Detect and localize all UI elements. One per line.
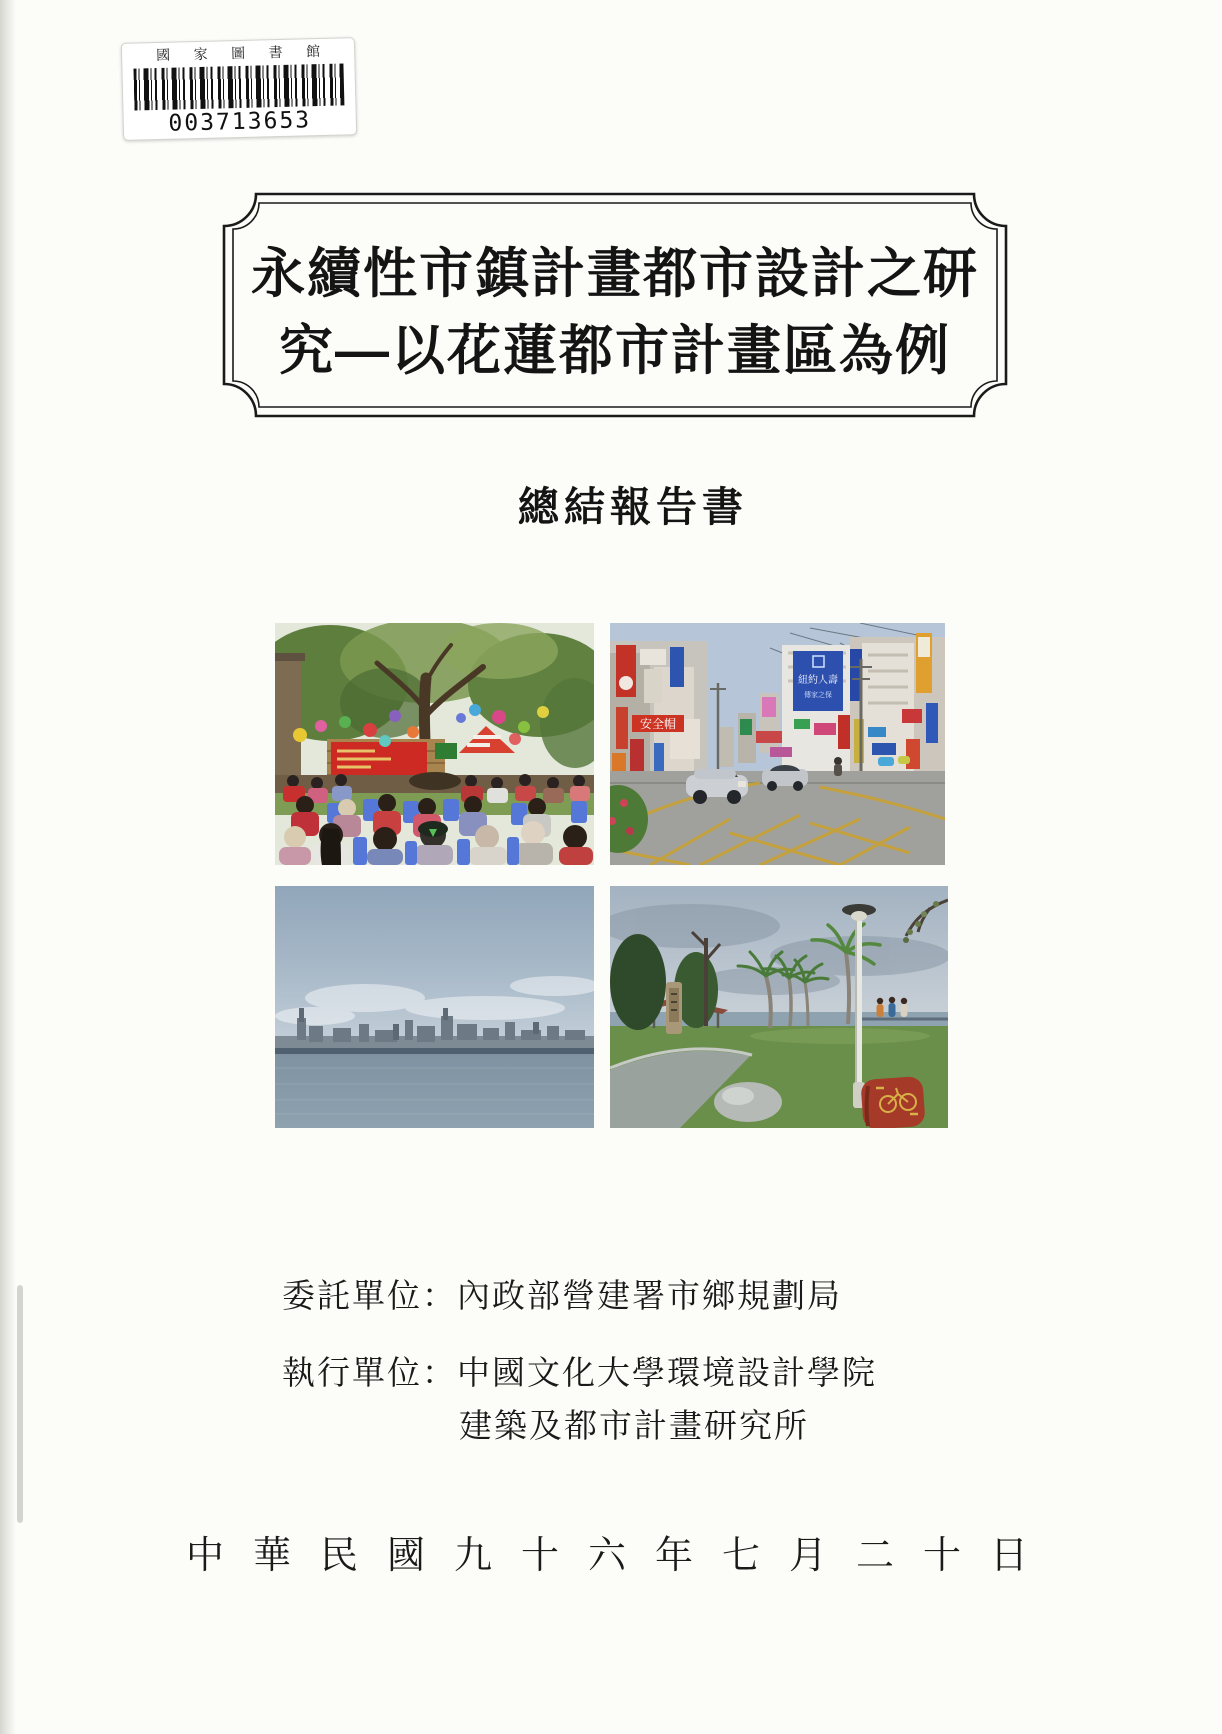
svg-text:傳家之保: 傳家之保 xyxy=(804,692,832,699)
title-box xyxy=(222,192,1008,418)
park-sign xyxy=(666,982,682,1034)
executing-agency: 執行單位：中國文化大學環境設計學院 xyxy=(282,1356,877,1392)
waterline xyxy=(275,1048,594,1055)
main-title-line1: 永續性市鎮計畫都市設計之研 xyxy=(251,244,979,304)
scooter-rider xyxy=(834,757,842,776)
lawn-highlight xyxy=(750,1028,930,1044)
water xyxy=(275,1054,594,1128)
flower-bed xyxy=(409,772,461,790)
waterfront-park-photo xyxy=(610,886,948,1128)
harbor-illustration xyxy=(275,886,594,1128)
barcode-icon xyxy=(133,63,344,110)
main-title xyxy=(222,236,1008,390)
page-left-edge-shadow xyxy=(0,0,16,1734)
credits-block xyxy=(282,1270,877,1447)
rock xyxy=(714,1082,782,1122)
subtitle: 總結報告書 xyxy=(518,484,748,530)
left-buildings xyxy=(610,641,708,781)
library-name: 國 家 圖 書 館 xyxy=(155,44,331,65)
street-illustration xyxy=(610,623,945,865)
commercial-street-photo xyxy=(610,623,945,865)
community-event-illustration xyxy=(275,623,594,865)
waterfront-park-illustration xyxy=(610,886,948,1128)
harbor-skyline-photo xyxy=(275,886,594,1128)
svg-text:紐約人壽: 紐約人壽 xyxy=(798,675,838,686)
commissioning-agency: 委託單位：內政部營建署市鄉規劃局 xyxy=(282,1279,842,1315)
left-structure xyxy=(275,653,305,793)
executing-agency-dept: 建築及都市計畫研究所 xyxy=(459,1409,809,1445)
blue-car-far xyxy=(878,757,894,766)
taxi-far xyxy=(898,756,910,764)
helmet-sign xyxy=(632,715,684,732)
svg-text:安全帽: 安全帽 xyxy=(639,717,677,731)
red-barrel-sign xyxy=(860,1076,925,1128)
community-event-photo xyxy=(275,623,594,865)
main-title-line2: 究—以花蓮都市計畫區為例 xyxy=(279,321,951,381)
people-figures xyxy=(877,997,908,1017)
right-buildings xyxy=(850,633,945,781)
blue-billboard xyxy=(793,651,843,711)
library-barcode-label xyxy=(121,37,357,141)
barcode-number: 003713653 xyxy=(168,107,312,137)
scan-spine-artifact xyxy=(17,1285,23,1523)
publication-date: 中華民國九十六年七月二十日 xyxy=(186,1535,1058,1577)
